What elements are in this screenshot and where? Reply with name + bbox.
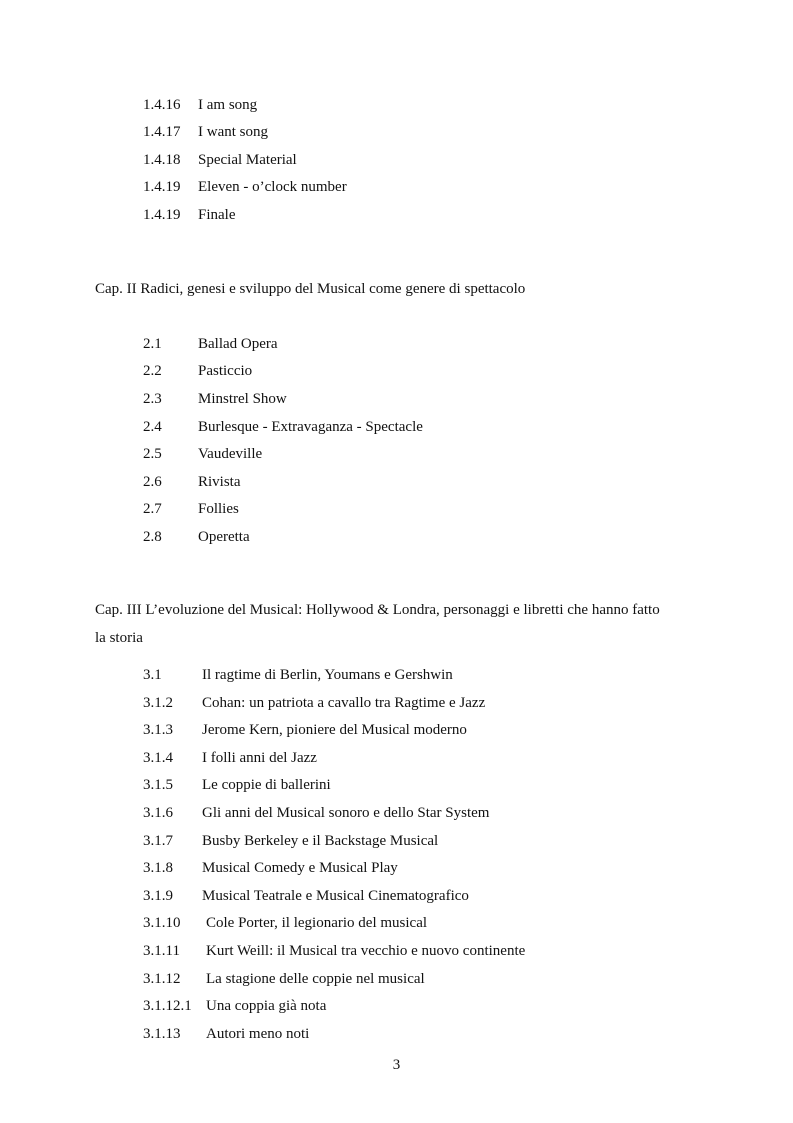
entry-title: Una coppia già nota (206, 998, 327, 1014)
entry-number: 1.4.17 (143, 124, 181, 140)
entry-number: 3.1.11 (143, 943, 180, 959)
entry-number: 1.4.16 (143, 97, 181, 113)
entry-title: Burlesque - Extravaganza - Spectacle (198, 419, 423, 435)
entry-title: Finale (198, 207, 236, 223)
entry-title: Vaudeville (198, 446, 263, 462)
entry-number: 3.1.6 (143, 805, 173, 821)
entry-title: Autori meno noti (206, 1026, 310, 1042)
chapter-heading: Cap. III L’evoluzione del Musical: Hollywood & Londra, personaggi e libretti che hanno fatto (95, 602, 660, 618)
entry-title: Le coppie di ballerini (202, 777, 331, 793)
entry-number: 2.4 (143, 419, 162, 435)
entry-number: 3.1.10 (143, 915, 181, 931)
entry-number: 3.1.2 (143, 695, 173, 711)
entry-title: La stagione delle coppie nel musical (206, 971, 425, 987)
entry-title: Jerome Kern, pioniere del Musical moderno (202, 722, 467, 738)
entry-number: 3.1.13 (143, 1026, 181, 1042)
entry-number: 2.1 (143, 336, 162, 352)
entry-number: 3.1 (143, 667, 162, 683)
entry-number: 2.2 (143, 363, 162, 379)
entry-title: Musical Comedy e Musical Play (202, 860, 398, 876)
entry-title: Cohan: un patriota a cavallo tra Ragtime e Jazz (202, 695, 486, 711)
entry-title: Rivista (198, 474, 241, 490)
entry-number: 2.5 (143, 446, 162, 462)
entry-number: 2.7 (143, 501, 162, 517)
entry-title: Ballad Opera (198, 336, 278, 352)
entry-number: 3.1.7 (143, 833, 173, 849)
chapter-heading: Cap. II Radici, genesi e sviluppo del Musical come genere di spettacolo (95, 281, 526, 297)
chapter-heading-continuation: la storia (95, 630, 143, 646)
entry-title: Kurt Weill: il Musical tra vecchio e nuovo continente (206, 943, 526, 959)
entry-number: 3.1.4 (143, 750, 173, 766)
entry-title: Musical Teatrale e Musical Cinematografico (202, 888, 469, 904)
page-number: 3 (392, 1057, 401, 1073)
entry-title: Minstrel Show (198, 391, 287, 407)
entry-number: 3.1.8 (143, 860, 173, 876)
entry-title: Special Material (198, 152, 297, 168)
entry-title: Follies (198, 501, 239, 517)
entry-title: Cole Porter, il legionario del musical (206, 915, 428, 931)
entry-number: 3.1.3 (143, 722, 173, 738)
entry-number: 3.1.12.1 (143, 998, 192, 1014)
entry-number: 3.1.5 (143, 777, 173, 793)
entry-number: 1.4.19 (143, 179, 181, 195)
entry-number: 2.3 (143, 391, 162, 407)
entry-title: Il ragtime di Berlin, Youmans e Gershwin (202, 667, 453, 683)
entry-number: 2.8 (143, 529, 162, 545)
entry-number: 1.4.18 (143, 152, 181, 168)
entry-title: I am song (198, 97, 258, 113)
entry-number: 1.4.19 (143, 207, 181, 223)
entry-title: I folli anni del Jazz (202, 750, 317, 766)
entry-number: 3.1.12 (143, 971, 181, 987)
entry-title: Eleven - o’clock number (198, 179, 347, 195)
entry-title: Pasticcio (198, 363, 253, 379)
entry-title: I want song (198, 124, 268, 140)
entry-number: 2.6 (143, 474, 162, 490)
entry-title: Gli anni del Musical sonoro e dello Star System (202, 805, 490, 821)
entry-title: Busby Berkeley e il Backstage Musical (202, 833, 439, 849)
entry-title: Operetta (198, 529, 250, 545)
entry-number: 3.1.9 (143, 888, 173, 904)
